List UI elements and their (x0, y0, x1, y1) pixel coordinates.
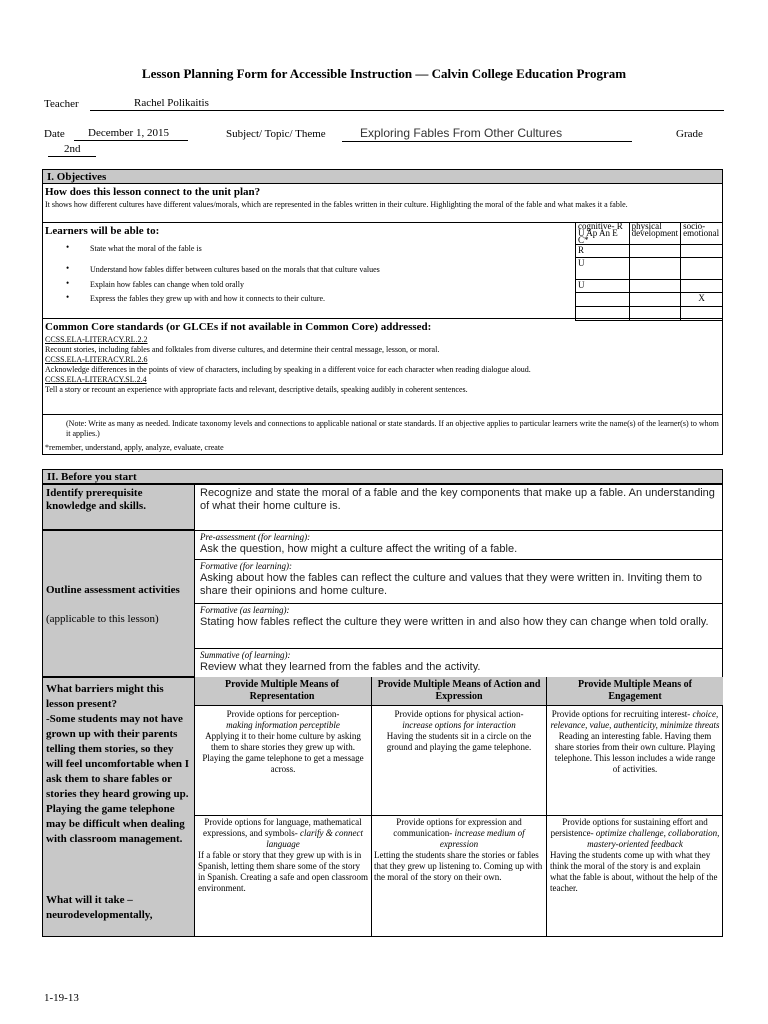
assessment-1-heading: Pre-assessment (for learning): (200, 532, 311, 542)
grade-label: Grade (676, 128, 703, 140)
standards-label: Common Core standards (or GLCEs if not available in Common Core) addressed: (45, 321, 432, 333)
prereq-text: Recognize and state the moral of a fable and the key components that make up a fable. An understanding of what their home culture is. (200, 487, 715, 512)
standard-text-1: Recount stories, including fables and folktales from diverse cultures, and determine their central message, lesson, or moral. (45, 345, 440, 354)
assessment-3 (200, 605, 718, 629)
udl-rep-perception-italic: making information perceptible (226, 720, 340, 730)
udl-eng-interest-italic: choice, relevance, value, authenticity, minimize threats (550, 709, 720, 730)
col-physical: physical development (629, 223, 680, 245)
unit-answer: It shows how different cultures have different values/morals, which are represented in the fables written in their culture. Highlighting the moral of the fable and what makes it a fable. (45, 200, 628, 209)
cell-physical-3[interactable] (629, 280, 680, 293)
page-title: Lesson Planning Form for Accessible Instruction — Calvin College Education Program (141, 66, 627, 81)
col-cognitive: cognitive- R U Ap An E C* (576, 223, 630, 245)
udl-act-physical (374, 709, 544, 753)
barriers-text: What barriers might this lesson present? -Some students may not have grown up with their parents telling them stories, so they will feel uncomfortable when I ask them to share fables or stories they heard growing up. Playing the game telephone may be difficult when dealing with classroom management. (46, 683, 189, 845)
unit-question: How does this lesson connect to the unit plan? (45, 186, 261, 198)
assessment-2-heading: Formative (for learning): (200, 561, 292, 571)
objective-4: Express the fables they grew up with and how it connects to their culture. (90, 294, 326, 303)
udl-rep-language-text: If a fable or story that they grew up with is in Spanish, letting them share some of the story in Spanish. Creating a safe and open classroom environment. (198, 850, 368, 893)
udl-rep-perception-intro: Provide options for perception- (226, 709, 340, 719)
standard-text-2: Acknowledge differences in the points of view of characters, including by speaking in a different voice for each character when reading dialogue aloud. (45, 365, 531, 374)
col-socio: socio-emotional (681, 223, 723, 245)
cell-physical-1[interactable] (629, 245, 680, 258)
cell-socio-4[interactable]: X (681, 293, 723, 307)
bullet-1: • (66, 242, 70, 252)
standard-code-2[interactable]: CCSS.ELA-LITERACY.RL.2.6 (45, 355, 148, 364)
cell-socio-3[interactable] (681, 280, 723, 293)
assessment-4-heading: Summative (of learning): (200, 650, 291, 660)
udl-eng-effort-text: Having the students come up with what they think the moral of the story is and explain what the fable is about, without the help of the teacher. (550, 850, 718, 893)
assessment-1-text: Ask the question, how might a culture affect the writing of a fable. (200, 543, 518, 555)
udl-header-action: Provide Multiple Means of Action and Expression (377, 679, 541, 702)
teacher-label: Teacher (44, 98, 79, 110)
assessment-label-cell (42, 530, 195, 677)
before-section-title: II. Before you start (42, 469, 723, 484)
footer-code: 1-19-13 (44, 992, 79, 1004)
cell-socio-1[interactable] (681, 245, 723, 258)
assessment-sub: (applicable to this lesson) (46, 613, 159, 625)
udl-act-expression-intro: Provide options for expression and communication- (393, 817, 522, 838)
assessment-4 (200, 650, 718, 674)
udl-eng-interest-text: Reading an interesting fable. Having them share stories from their own culture. Playing telephone. This lesson includes a wide range of activities. (554, 731, 716, 774)
udl-rep-perception (198, 709, 368, 775)
bullet-4: • (66, 292, 70, 302)
prereq-label: Identify prerequisite knowledge and skills. (46, 487, 146, 512)
objective-2: Understand how fables differ between cultures based on the morals that that culture values (90, 265, 380, 274)
udl-eng-effort-italic: optimize challenge, collaboration, mastery-oriented feedback (587, 828, 720, 849)
date-value: December 1, 2015 (88, 127, 169, 139)
assessment-2 (200, 561, 718, 598)
barriers-cell (42, 677, 195, 937)
teacher-value: Rachel Polikaitis (134, 97, 209, 109)
udl-eng-effort (550, 817, 720, 894)
assessment-2-text: Asking about how the fables can reflect the culture and values that they were written in. Inviting them to share their opinions and home culture. (200, 572, 703, 597)
barriers-text-2: What will it take – neurodevelopmentally, (46, 894, 153, 921)
cell-cognitive-3[interactable]: U (576, 280, 630, 293)
assessment-1 (200, 532, 718, 556)
cell-cognitive-2[interactable]: U (576, 258, 630, 280)
standard-code-3[interactable]: CCSS.ELA-LITERACY.SL.2.4 (45, 375, 147, 384)
cell-cognitive-4[interactable] (576, 293, 630, 307)
assessment-label: Outline assessment activities (46, 584, 180, 596)
date-label: Date (44, 128, 65, 140)
cell-physical-4[interactable] (629, 293, 680, 307)
objectives-note: (Note: Write as many as needed. Indicate taxonomy levels and connections to applicable national or state standards. If an objective applies to particular learners write the name(s) of the learner(s) to whom it applies.) (66, 419, 719, 438)
udl-eng-interest-intro: Provide options for recruiting interest- (551, 709, 691, 719)
date-field[interactable] (74, 127, 188, 141)
bullet-3: • (66, 278, 70, 288)
subject-field[interactable] (342, 127, 632, 142)
subject-label: Subject/ Topic/ Theme (226, 128, 326, 140)
objectives-grid (575, 222, 723, 321)
grade-value: 2nd (64, 143, 81, 155)
udl-rep-language-italic: clarify & connect language (266, 828, 363, 849)
objective-3: Explain how fables can change when told orally (90, 280, 244, 289)
assessment-4-text: Review what they learned from the fables and the activity. (200, 661, 481, 673)
cell-cognitive-1[interactable]: R (576, 245, 630, 258)
standard-code-1[interactable]: CCSS.ELA-LITERACY.RL.2.2 (45, 335, 148, 344)
learners-label: Learners will be able to: (45, 225, 160, 237)
bullet-2: • (66, 263, 70, 273)
udl-header-engagement: Provide Multiple Means of Engagement (578, 679, 692, 702)
assessment-3-heading: Formative (as learning): (200, 605, 290, 615)
udl-act-expression (374, 817, 544, 883)
cell-physical-2[interactable] (629, 258, 680, 280)
udl-act-physical-italic: increase options for interaction (402, 720, 516, 730)
standards-list (45, 335, 720, 395)
udl-act-physical-text: Having the students sit in a circle on the ground and playing the game telephone. (386, 731, 532, 752)
objectives-section-title: I. Objectives (42, 169, 723, 184)
objective-1: State what the moral of the fable is (90, 244, 202, 253)
udl-eng-effort-intro: Provide options for sustaining effort and persistence- (550, 817, 708, 838)
udl-header-representation: Provide Multiple Means of Representation (225, 679, 339, 702)
udl-rep-perception-text: Applying it to their home culture by asking them to share stories they grew up with. Playing the game telephone to get a message across. (202, 731, 364, 774)
grade-field[interactable] (48, 143, 96, 157)
standard-text-3: Tell a story or recount an experience with appropriate facts and relevant, descriptive details, speaking audibly in coherent sentences. (45, 385, 468, 394)
udl-eng-interest (550, 709, 720, 775)
taxonomy-footnote: *remember, understand, apply, analyze, evaluate, create (45, 443, 224, 452)
subject-value: Exploring Fables From Other Cultures (360, 126, 563, 140)
assessment-3-text: Stating how fables reflect the culture they were written in and also how they can change when told orally. (200, 616, 709, 628)
udl-act-expression-text: Letting the students share the stories or fables that they grew up listening to. Coming up with the moral of the story on their own. (374, 850, 543, 882)
cell-socio-2[interactable] (681, 258, 723, 280)
udl-rep-language-intro: Provide options for language, mathematical expressions, and symbols- (203, 817, 362, 838)
teacher-field[interactable] (90, 97, 724, 111)
udl-act-expression-italic: increase medium of expression (439, 828, 525, 849)
prereq-label-cell (42, 484, 195, 530)
udl-act-physical-intro: Provide options for physical action- (394, 709, 524, 719)
udl-rep-language (198, 817, 368, 894)
